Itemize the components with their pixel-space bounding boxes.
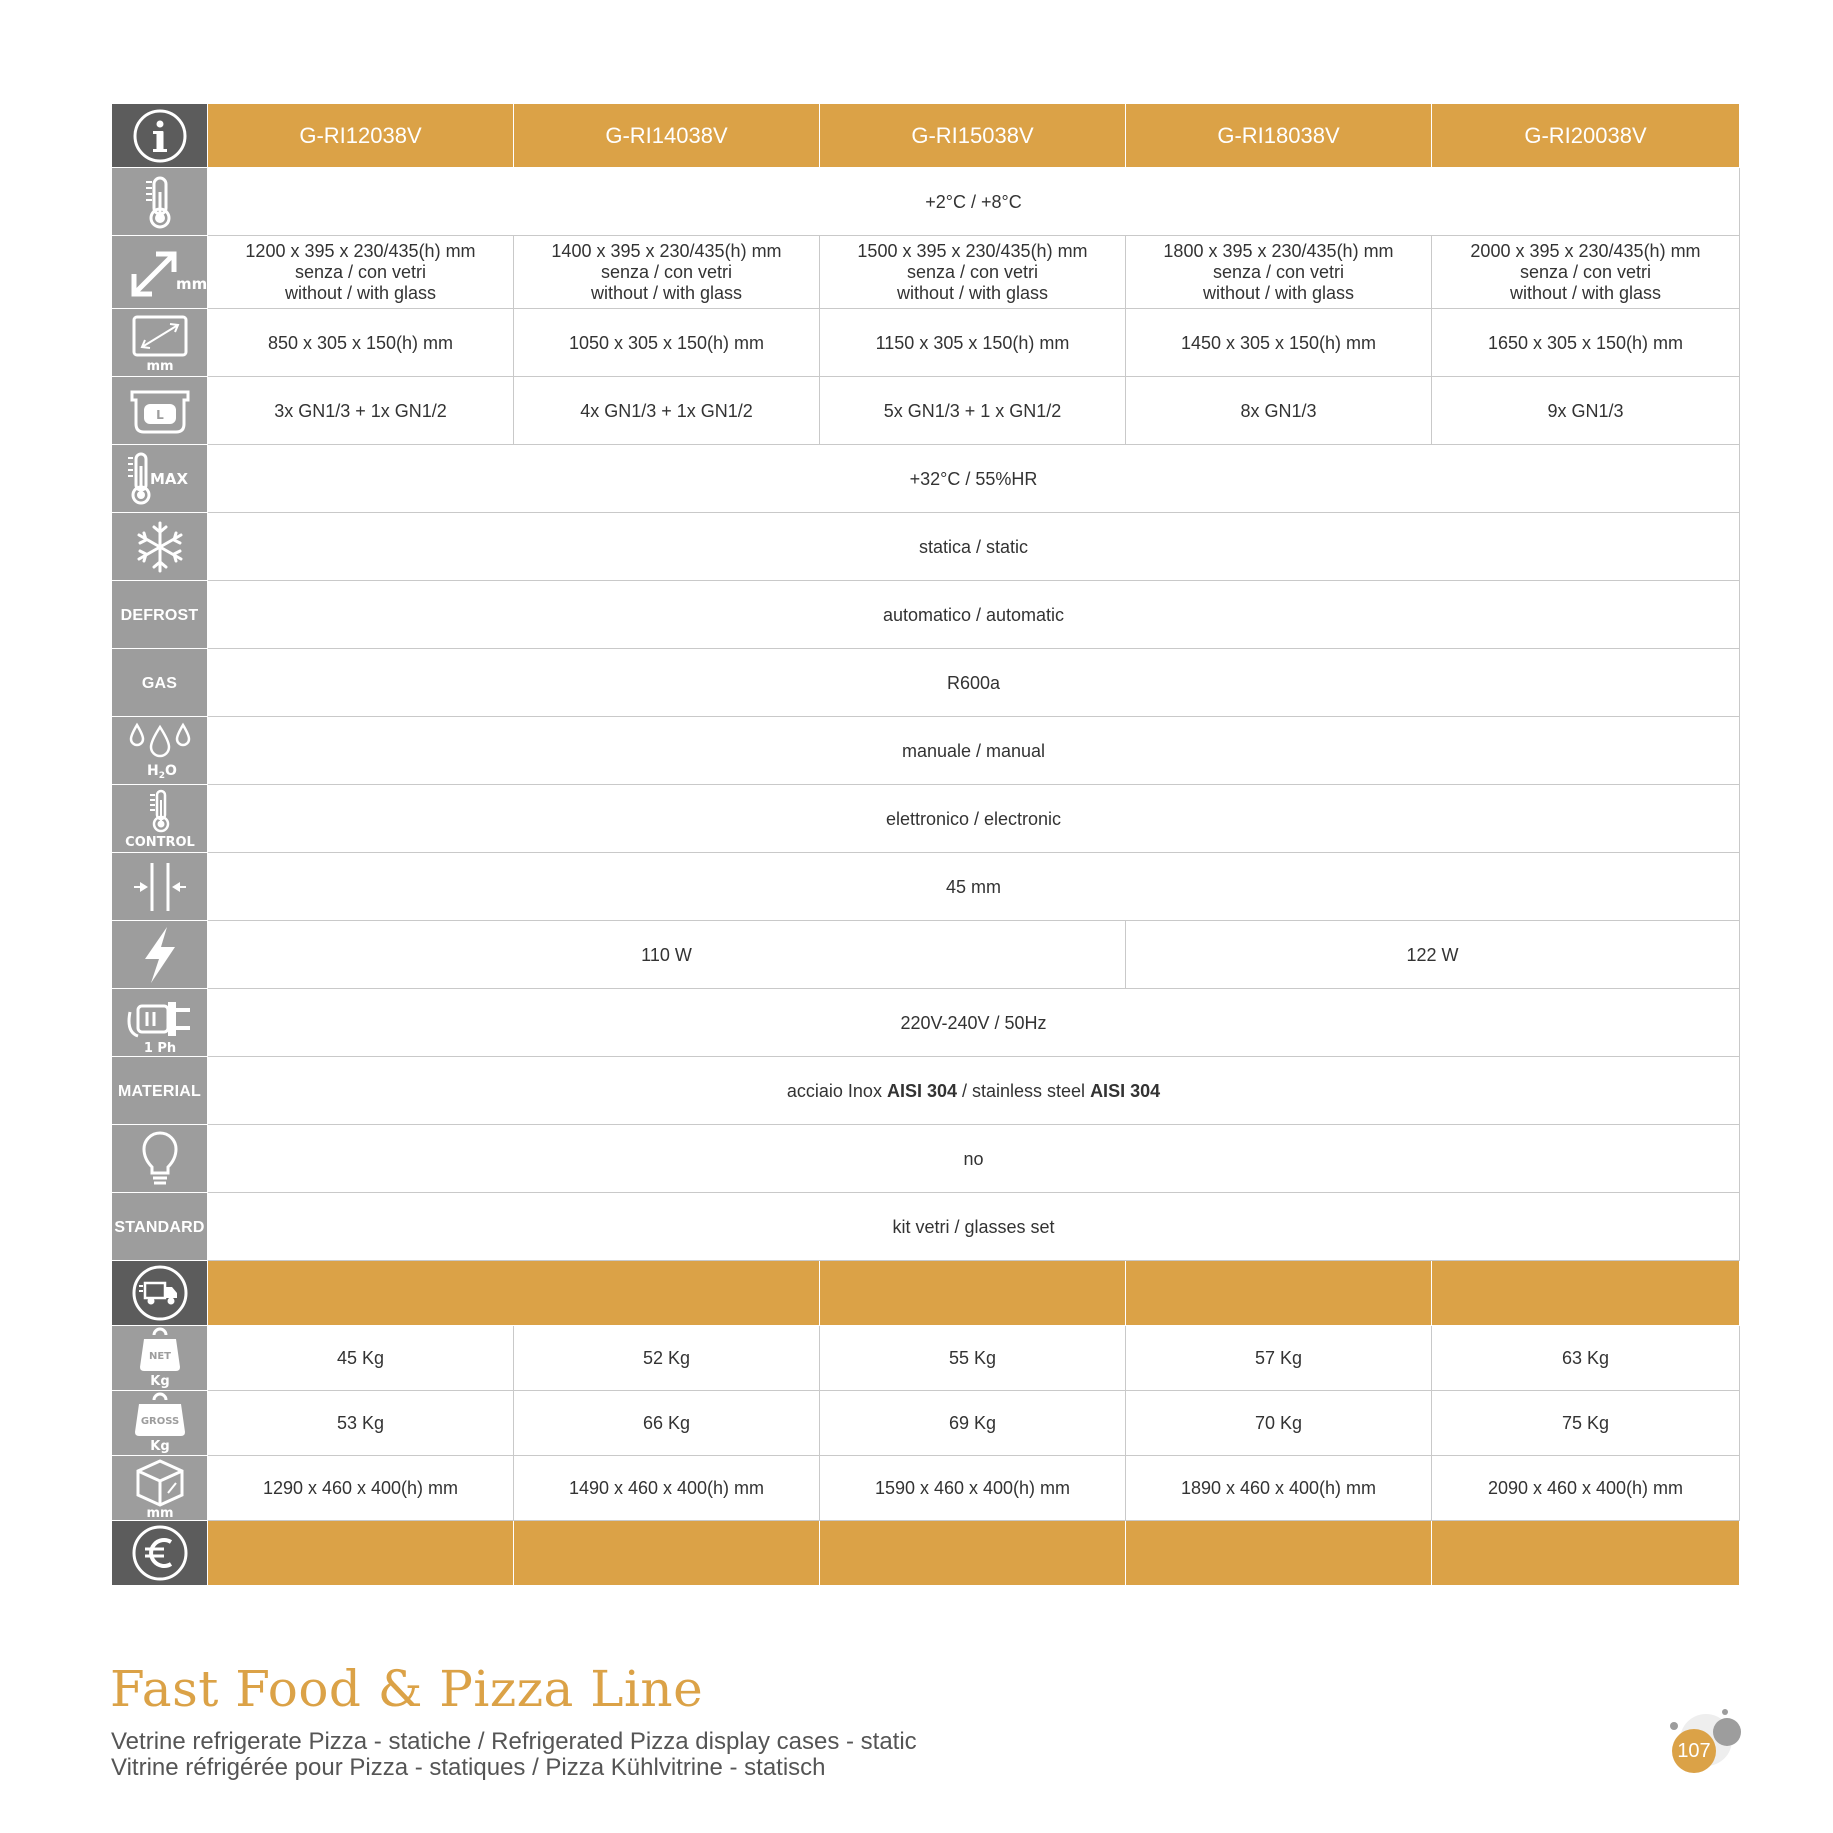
gross-weight-cell: 69 Kg: [820, 1391, 1126, 1456]
dimensions-cell: 1800 x 395 x 230/435(h) mm senza / con vetri without / with glass: [1126, 236, 1432, 309]
plug-icon: [112, 989, 208, 1057]
price-cell: [208, 1521, 514, 1586]
inner-dimensions-icon: [112, 309, 208, 377]
svg-text:H2O: $H_2O$: [146, 762, 177, 781]
row-water-drain: [112, 717, 1740, 785]
price-cell: [820, 1521, 1126, 1586]
row-insulation: [112, 853, 1740, 921]
row-power: [112, 921, 1740, 989]
row-temperature: [112, 168, 1740, 236]
row-refrigeration: [112, 513, 1740, 581]
light-bulb-icon: [112, 1125, 208, 1193]
gross-weight-cell: 70 Kg: [1126, 1391, 1432, 1456]
row-capacity: [112, 377, 1740, 445]
thermometer-icon: [112, 168, 208, 236]
packaging-cell: 2090 x 460 x 400(h) mm: [1432, 1456, 1740, 1521]
dimensions-cell: 1500 x 395 x 230/435(h) mm senza / con vetri without / with glass: [820, 236, 1126, 309]
shipping-header-cell: [820, 1261, 1126, 1326]
capacity-cell: 4x GN1/3 + 1x GN1/2: [514, 377, 820, 445]
inner-dimensions-cell: 1650 x 305 x 150(h) mm: [1432, 309, 1740, 377]
gross-weight-cell: 53 Kg: [208, 1391, 514, 1456]
svg-text:mm: mm: [145, 358, 174, 374]
net-weight-cell: 57 Kg: [1126, 1326, 1432, 1391]
svg-text:L: L: [155, 407, 164, 422]
inner-dimensions-cell: 1450 x 305 x 150(h) mm: [1126, 309, 1432, 377]
packaging-cell: 1890 x 460 x 400(h) mm: [1126, 1456, 1432, 1521]
model-header: G-RI12038V: [208, 104, 514, 168]
net-weight-cell: 45 Kg: [208, 1326, 514, 1391]
net-weight-cell: 52 Kg: [514, 1326, 820, 1391]
standard-label-icon: STANDARD: [112, 1193, 208, 1261]
power-value: 122 W: [1126, 921, 1740, 989]
packaging-cell: 1590 x 460 x 400(h) mm: [820, 1456, 1126, 1521]
svg-text:NET: NET: [148, 1351, 171, 1362]
page-number: 107: [1672, 1729, 1716, 1773]
lighting-value: no: [208, 1125, 1740, 1193]
capacity-cell: 5x GN1/3 + 1 x GN1/2: [820, 377, 1126, 445]
insulation-thickness-icon: [112, 853, 208, 921]
control-thermometer-icon: [112, 785, 208, 853]
row-gross-weight: [112, 1391, 1740, 1456]
svg-text:GROSS: GROSS: [140, 1416, 179, 1427]
svg-text:Kg: Kg: [149, 1374, 170, 1389]
capacity-cell: 3x GN1/3 + 1x GN1/2: [208, 377, 514, 445]
gas-value: R600a: [208, 649, 1740, 717]
gross-weight-cell: 75 Kg: [1432, 1391, 1740, 1456]
row-inner-dimensions: [112, 309, 1740, 377]
shipping-header-row: [112, 1261, 1740, 1326]
euro-icon: [112, 1521, 208, 1586]
price-cell: [514, 1521, 820, 1586]
dimensions-cell: 1200 x 395 x 230/435(h) mm senza / con vetri without / with glass: [208, 236, 514, 309]
page-subtitle: Vetrine refrigerate Pizza - statiche / Refrigerated Pizza display cases - static: [111, 1728, 917, 1755]
row-defrost: [112, 581, 1740, 649]
defrost-label-icon: DEFROST: [112, 581, 208, 649]
info-icon: [112, 104, 208, 168]
price-cell: [1432, 1521, 1740, 1586]
page-subtitle: Vitrine réfrigérée pour Pizza - statiques / Pizza Kühlvitrine - statisch: [111, 1754, 826, 1781]
shipping-header-cell: [1126, 1261, 1432, 1326]
standard-value: kit vetri / glasses set: [208, 1193, 1740, 1261]
snowflake-icon: [112, 513, 208, 581]
control-value: elettronico / electronic: [208, 785, 1740, 853]
dimensions-cell: 1400 x 395 x 230/435(h) mm senza / con vetri without / with glass: [514, 236, 820, 309]
dimensions-icon: [112, 236, 208, 309]
material-value: acciaio Inox AISI 304 / stainless steel AISI 304: [208, 1057, 1740, 1125]
water-drops-icon: [112, 717, 208, 785]
dimensions-cell: 2000 x 395 x 230/435(h) mm senza / con vetri without / with glass: [1432, 236, 1740, 309]
page-title: Fast Food & Pizza Line: [110, 1660, 704, 1718]
row-standard: [112, 1193, 1740, 1261]
net-weight-cell: 63 Kg: [1432, 1326, 1740, 1391]
shipping-header-cell: [208, 1261, 820, 1326]
model-header: G-RI15038V: [820, 104, 1126, 168]
price-row: [112, 1521, 1740, 1586]
gross-weight-cell: 66 Kg: [514, 1391, 820, 1456]
row-gas: [112, 649, 1740, 717]
row-voltage: [112, 989, 1740, 1057]
row-net-weight: [112, 1326, 1740, 1391]
max-temperature-icon: [112, 445, 208, 513]
net-weight-cell: 55 Kg: [820, 1326, 1126, 1391]
row-packaging: [112, 1456, 1740, 1521]
row-lighting: [112, 1125, 1740, 1193]
svg-text:CONTROL: CONTROL: [124, 834, 195, 850]
voltage-value: 220V-240V / 50Hz: [208, 989, 1740, 1057]
model-header: G-RI18038V: [1126, 104, 1432, 168]
row-dimensions: [112, 236, 1740, 309]
gastronorm-pan-icon: [112, 377, 208, 445]
gas-label-icon: GAS: [112, 649, 208, 717]
temperature-value: +2°C / +8°C: [208, 168, 1740, 236]
climate-class-value: +32°C / 55%HR: [208, 445, 1740, 513]
gross-weight-icon: [112, 1391, 208, 1456]
inner-dimensions-cell: 1050 x 305 x 150(h) mm: [514, 309, 820, 377]
net-weight-icon: [112, 1326, 208, 1391]
shipping-header-cell: [1432, 1261, 1740, 1326]
spec-table: [111, 103, 1740, 1586]
price-cell: [1126, 1521, 1432, 1586]
refrigeration-value: statica / static: [208, 513, 1740, 581]
delivery-truck-icon: [112, 1261, 208, 1326]
svg-text:Kg: Kg: [149, 1439, 170, 1454]
svg-text:1 Ph: 1 Ph: [143, 1040, 176, 1056]
packaging-cell: 1490 x 460 x 400(h) mm: [514, 1456, 820, 1521]
model-header: G-RI20038V: [1432, 104, 1740, 168]
row-control: [112, 785, 1740, 853]
package-box-icon: [112, 1456, 208, 1521]
capacity-cell: 8x GN1/3: [1126, 377, 1432, 445]
defrost-value: automatico / automatic: [208, 581, 1740, 649]
inner-dimensions-cell: 1150 x 305 x 150(h) mm: [820, 309, 1126, 377]
header-row: [112, 104, 1740, 168]
model-header: G-RI14038V: [514, 104, 820, 168]
insulation-value: 45 mm: [208, 853, 1740, 921]
packaging-cell: 1290 x 460 x 400(h) mm: [208, 1456, 514, 1521]
power-value: 110 W: [208, 921, 1126, 989]
row-material: [112, 1057, 1740, 1125]
lightning-icon: [112, 921, 208, 989]
svg-text:mm: mm: [145, 1506, 174, 1521]
inner-dimensions-cell: 850 x 305 x 150(h) mm: [208, 309, 514, 377]
water-drain-value: manuale / manual: [208, 717, 1740, 785]
capacity-cell: 9x GN1/3: [1432, 377, 1740, 445]
svg-text:MAX: MAX: [149, 469, 188, 488]
svg-text:mm: mm: [175, 275, 207, 293]
row-climate-class: [112, 445, 1740, 513]
material-label-icon: MATERIAL: [112, 1057, 208, 1125]
